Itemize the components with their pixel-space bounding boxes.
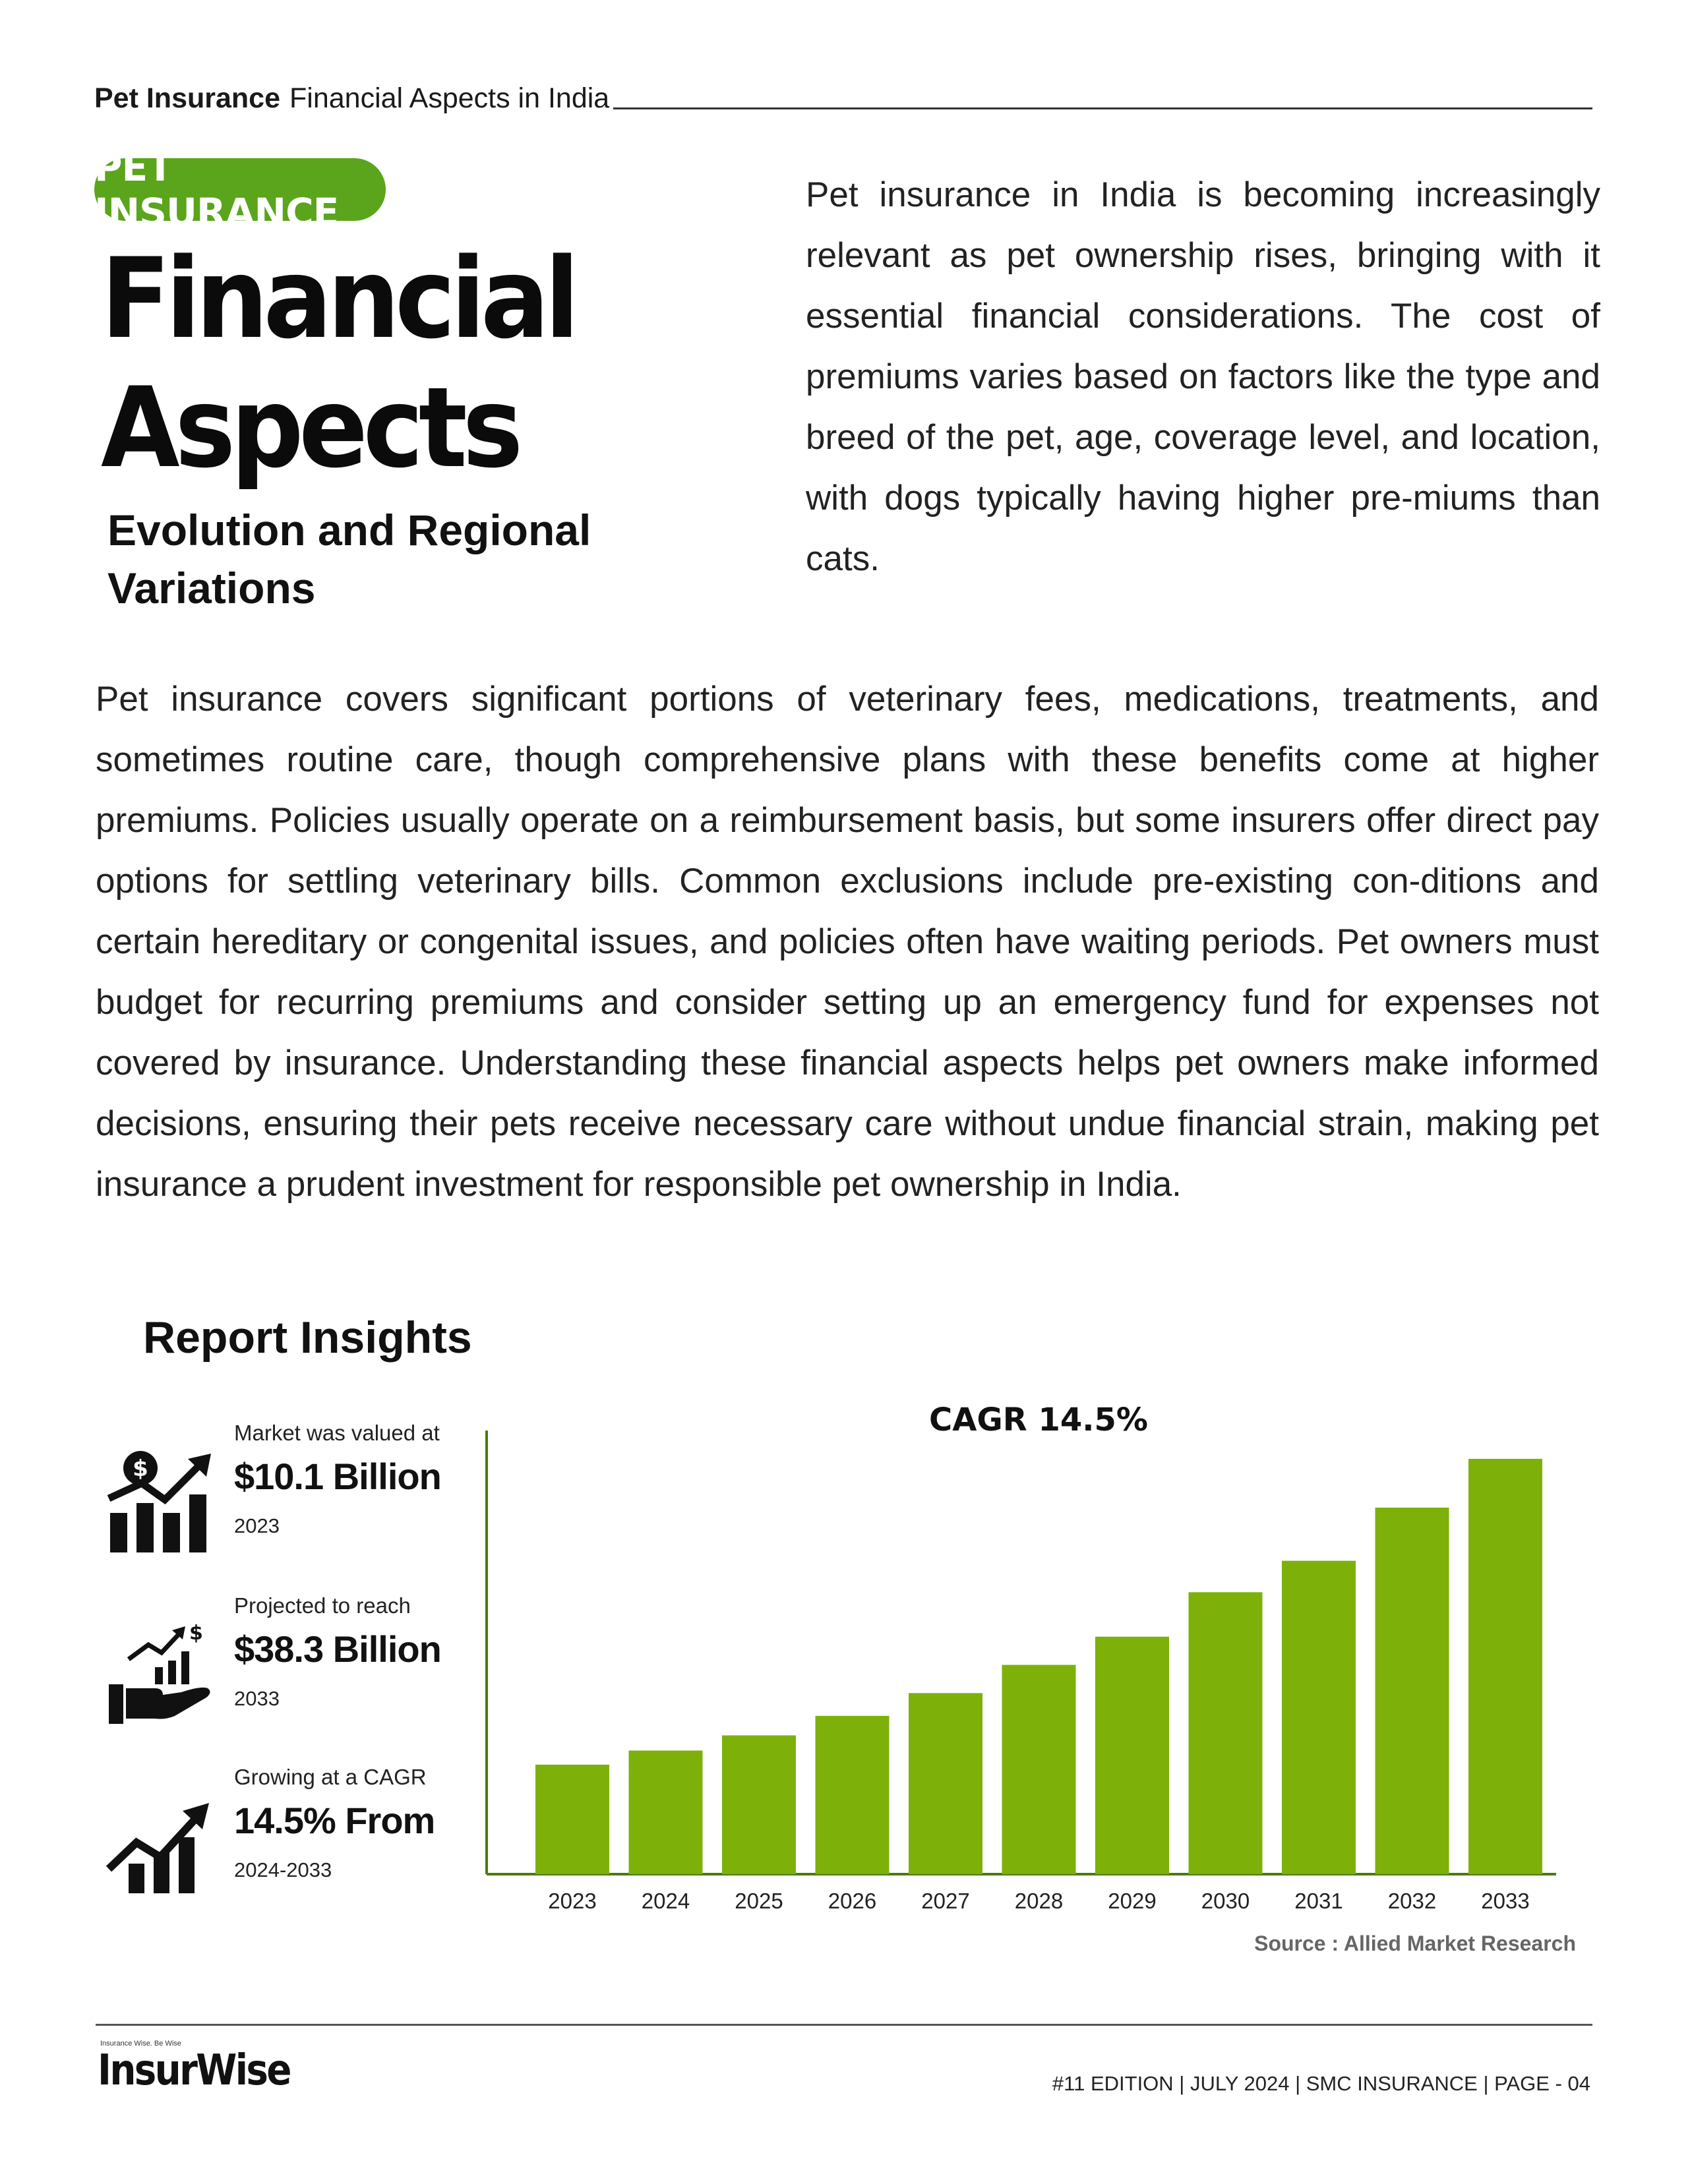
- tick-label-2025: 2025: [735, 1889, 783, 1913]
- bar-2024: [629, 1750, 703, 1874]
- insight-year: 2023: [234, 1514, 280, 1537]
- chart-title: CAGR 14.5%: [929, 1402, 1148, 1438]
- insight-year: 2024-2033: [234, 1858, 332, 1881]
- market-growth-chart: [462, 1391, 1596, 1958]
- insight-label: Market was valued at: [234, 1421, 440, 1445]
- tick-label-2023: 2023: [548, 1889, 597, 1913]
- brand-tagline: Insurance Wise. Be Wise: [100, 2040, 181, 2048]
- bar-2032: [1375, 1508, 1449, 1874]
- hand-money-growth-icon: [102, 1620, 218, 1725]
- page-subtitle-line-1: Evolution and Regional: [107, 506, 591, 554]
- chart-tick-labels: [548, 1889, 1529, 1913]
- brand-logo: [98, 2037, 290, 2110]
- footer-rule: [96, 2024, 1592, 2026]
- insight-projection: [102, 1593, 471, 1738]
- insight-value: 14.5% From: [234, 1800, 435, 1841]
- insight-label: Growing at a CAGR: [234, 1765, 427, 1789]
- tick-label-2024: 2024: [641, 1889, 690, 1913]
- bar-2027: [909, 1693, 982, 1874]
- bar-2030: [1189, 1592, 1263, 1874]
- page-subtitle-line-2: Variations: [107, 564, 316, 612]
- running-header-section: Pet Insurance: [94, 82, 280, 114]
- chart-canvas: [462, 1391, 1596, 1958]
- intro-paragraph: Pet insurance in India is becoming increasingly relevant as pet ownership rises, bringing with it essential financial considerations. The cost of premiums varies based on factors like the type and breed of the pet, age, coverage level, and location, with dogs typically having higher pre-miums than cats.: [806, 175, 1600, 578]
- tick-label-2030: 2030: [1201, 1889, 1250, 1913]
- tick-label-2027: 2027: [921, 1889, 970, 1913]
- insight-market-value: [102, 1421, 471, 1566]
- body-paragraph: Pet insurance covers significant portions of veterinary fees, medications, treatments, and sometimes routine care, though comprehensive plans with these benefits come at higher premiums. Policies usually operate on a reimbursement basis, but some insurers offer direct pay options for settling veterinary bills. Common exclusions include pre-existing con-ditions and certain hereditary or congenital issues, and policies often have waiting periods. Pet owners must budget for recurring premiums and consider setting up an emergency fund for expenses not covered by insurance. Understanding these financial aspects helps pet owners make informed decisions, ensuring their pets receive necessary care without undue financial strain, making pet insurance a prudent investment for responsible pet ownership in India.: [96, 680, 1599, 1204]
- tick-label-2033: 2033: [1481, 1889, 1530, 1913]
- category-tag: PET INSURANCE: [94, 158, 386, 221]
- insight-label: Projected to reach: [234, 1593, 411, 1618]
- tick-label-2032: 2032: [1387, 1889, 1437, 1913]
- bar-2028: [1002, 1665, 1076, 1874]
- brand-name: InsurWise: [98, 2046, 290, 2095]
- insight-value: $10.1 Billion: [234, 1456, 441, 1497]
- running-header-topic: Financial Aspects in India: [289, 82, 610, 114]
- svg-text:$: $: [133, 1456, 148, 1482]
- header-rule: [613, 107, 1592, 109]
- bar-2033: [1468, 1459, 1542, 1874]
- insight-year: 2033: [234, 1687, 280, 1710]
- insights-heading: Report Insights: [143, 1313, 472, 1363]
- svg-text:$: $: [189, 1622, 203, 1645]
- chart-bars: [535, 1459, 1542, 1874]
- page-title: [101, 234, 575, 492]
- insight-cagr: [102, 1765, 471, 1910]
- tick-label-2031: 2031: [1294, 1889, 1343, 1913]
- bar-2026: [816, 1716, 890, 1874]
- page-title-line-1: Financial: [101, 234, 575, 363]
- bar-2023: [535, 1765, 609, 1874]
- insight-value: $38.3 Billion: [234, 1628, 441, 1670]
- chart-source: Source : Allied Market Research: [1254, 1932, 1576, 1955]
- dollar-growth-chart-icon: [102, 1447, 218, 1552]
- running-header: [94, 78, 1592, 115]
- footer-edition-info: #11 EDITION | JULY 2024 | SMC INSURANCE | PAGE - 04: [1052, 2072, 1590, 2095]
- tick-label-2028: 2028: [1014, 1889, 1064, 1913]
- bar-2031: [1282, 1561, 1356, 1874]
- tick-label-2029: 2029: [1108, 1889, 1157, 1913]
- page-title-line-2: Aspects: [101, 363, 519, 492]
- bar-2025: [722, 1735, 796, 1874]
- rising-bars-arrow-icon: [102, 1791, 218, 1897]
- tick-label-2026: 2026: [828, 1889, 877, 1913]
- page-subtitle: [107, 501, 635, 617]
- bar-2029: [1095, 1637, 1169, 1874]
